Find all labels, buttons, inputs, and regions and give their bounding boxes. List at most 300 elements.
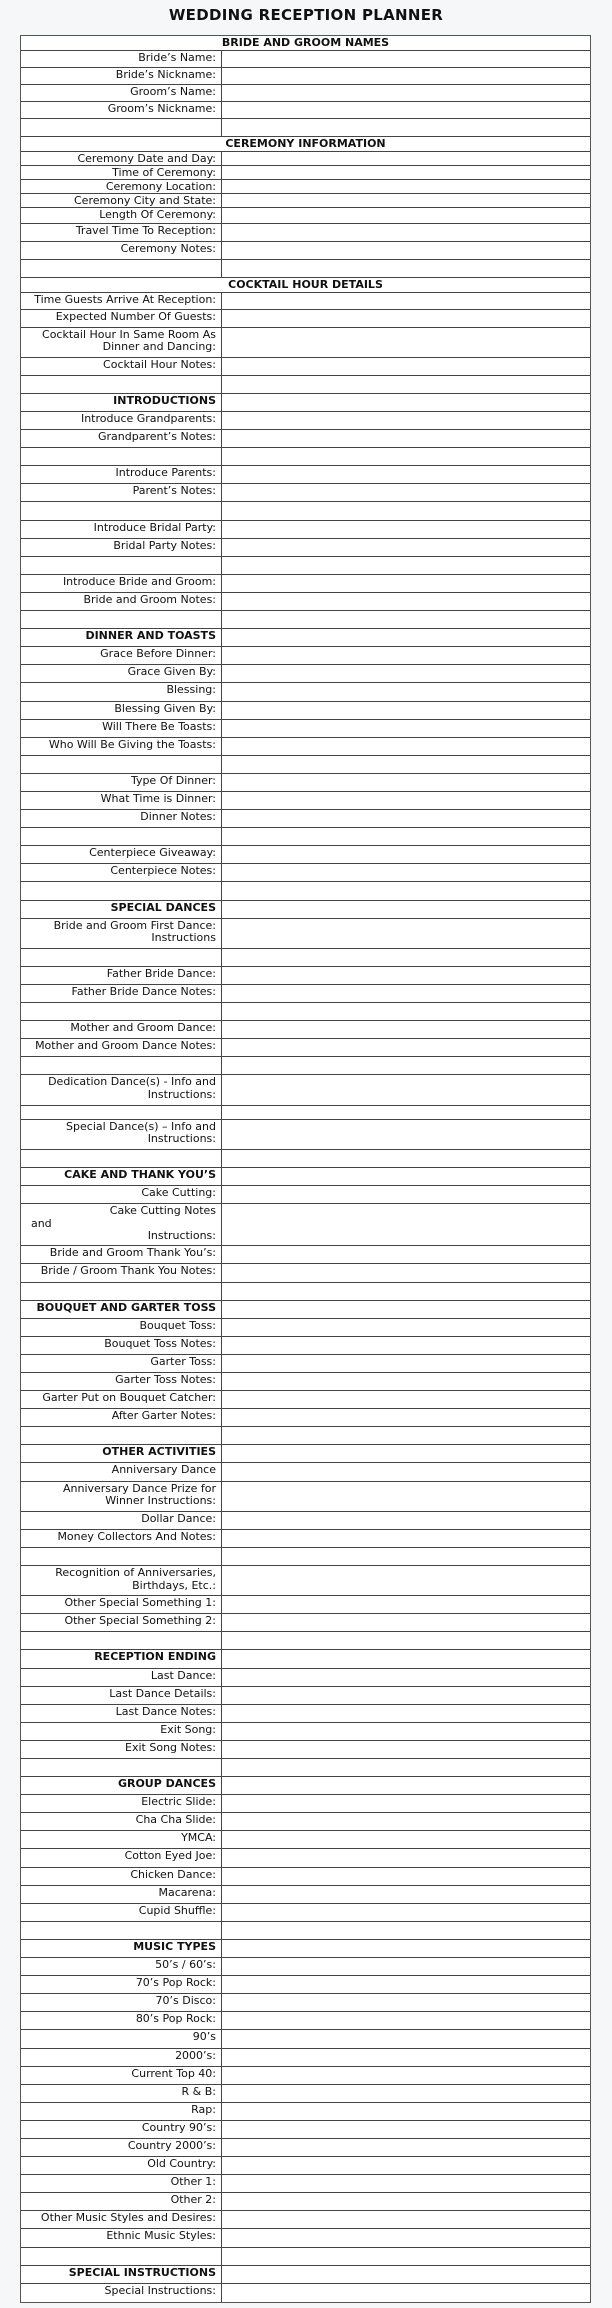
blank-row [21, 502, 590, 520]
empty-cell [222, 1168, 590, 1185]
form-row [21, 665, 590, 683]
empty-cell [222, 1057, 590, 1074]
empty-cell [222, 611, 590, 628]
section-title: GROUP DANCES [21, 1777, 222, 1794]
empty-cell [222, 1427, 590, 1444]
field-value-cell[interactable] [222, 1723, 590, 1740]
field-value-cell[interactable] [222, 1373, 590, 1390]
field-value-cell[interactable] [222, 1075, 590, 1104]
field-value-cell[interactable] [222, 1976, 590, 1993]
field-label: Introduce Grandparents: [21, 412, 222, 429]
form-row [21, 194, 590, 208]
field-label: Bride’s Nickname: [21, 68, 222, 84]
field-value-cell[interactable] [222, 2049, 590, 2066]
field-label [21, 1003, 222, 1020]
field-value-cell[interactable] [222, 2121, 590, 2138]
field-value-cell[interactable] [222, 2012, 590, 2029]
field-label: Special Dance(s) – Info and Instructions: [21, 1120, 222, 1149]
form-row [21, 985, 590, 1003]
blank-row [21, 949, 590, 967]
field-value-cell[interactable] [222, 484, 590, 501]
field-value-cell[interactable] [222, 208, 590, 223]
form-row [21, 2067, 590, 2085]
field-label: Centerpiece Giveaway: [21, 846, 222, 863]
form-row [21, 430, 590, 448]
field-label [21, 1106, 222, 1119]
blank-row [21, 1922, 590, 1940]
field-value-cell[interactable] [222, 1705, 590, 1722]
field-value-cell[interactable] [222, 1994, 590, 2011]
field-value-cell[interactable] [222, 1813, 590, 1830]
field-label: Mother and Groom Dance: [21, 1021, 222, 1038]
form-row [21, 1355, 590, 1373]
form-row [21, 1723, 590, 1741]
field-value-cell[interactable] [222, 774, 590, 791]
field-value-cell[interactable] [222, 310, 590, 326]
field-value-cell[interactable] [222, 2229, 590, 2246]
field-value-cell[interactable] [222, 2175, 590, 2192]
field-label [21, 1427, 222, 1444]
blank-row [21, 1759, 590, 1777]
field-label: Dedication Dance(s) - Info and Instructions: [21, 1075, 222, 1104]
field-value-cell[interactable] [222, 683, 590, 700]
form-row [21, 647, 590, 665]
field-value-cell[interactable] [222, 1264, 590, 1281]
field-value-cell[interactable] [222, 1904, 590, 1921]
field-value-cell[interactable] [222, 665, 590, 682]
form-row [21, 1120, 590, 1150]
blank-row [21, 1106, 590, 1120]
field-value-cell[interactable] [222, 2030, 590, 2047]
form-row [21, 521, 590, 539]
form-row [21, 1994, 590, 2012]
section-header-row [21, 629, 590, 647]
field-label: Anniversary Dance Prize for Winner Instructions: [21, 1482, 222, 1511]
field-value-cell[interactable] [222, 1391, 590, 1408]
field-value-cell[interactable] [222, 152, 590, 165]
blank-row [21, 756, 590, 774]
section-header-row [21, 1301, 590, 1319]
field-value-cell[interactable] [222, 1530, 590, 1547]
field-value-cell[interactable] [222, 1039, 590, 1056]
blank-row [21, 557, 590, 575]
field-value-cell[interactable] [222, 1958, 590, 1975]
field-value-cell[interactable] [222, 575, 590, 592]
field-label [21, 611, 222, 628]
field-value-cell[interactable] [222, 2085, 590, 2102]
field-value-cell[interactable] [222, 1566, 590, 1595]
blank-row [21, 882, 590, 900]
section-header-row [21, 901, 590, 919]
field-value-cell[interactable] [222, 1512, 590, 1529]
blank-row [21, 1632, 590, 1650]
field-label: Blessing: [21, 683, 222, 700]
form-row [21, 68, 590, 85]
field-label: Dinner Notes: [21, 810, 222, 827]
field-label: Cake Cutting: [21, 1186, 222, 1203]
section-header-row [21, 1940, 590, 1958]
empty-cell [222, 448, 590, 465]
field-label: Ceremony Notes: [21, 242, 222, 259]
field-value-cell[interactable] [222, 358, 590, 375]
empty-cell [222, 1759, 590, 1776]
field-value-cell[interactable] [222, 430, 590, 447]
field-value-cell[interactable] [222, 521, 590, 538]
form-row [21, 1530, 590, 1548]
field-value-cell[interactable] [222, 102, 590, 118]
field-value-cell[interactable] [222, 1831, 590, 1848]
planner-form [20, 35, 591, 2303]
blank-row [21, 1427, 590, 1445]
section-header-row [21, 1650, 590, 1668]
section-header-row [21, 2266, 590, 2284]
field-label: Cake Cutting Notes and Instructions: [21, 1204, 222, 1245]
field-value-cell[interactable] [222, 1409, 590, 1426]
field-label: Exit Song Notes: [21, 1741, 222, 1758]
field-label: Type Of Dinner: [21, 774, 222, 791]
form-row [21, 2121, 590, 2139]
form-row [21, 293, 590, 310]
section-title: DINNER AND TOASTS [21, 629, 222, 646]
form-row [21, 846, 590, 864]
field-value-cell[interactable] [222, 1186, 590, 1203]
empty-cell [222, 1940, 590, 1957]
empty-cell [222, 1922, 590, 1939]
blank-row [21, 828, 590, 846]
form-row [21, 2157, 590, 2175]
field-label: Grandparent’s Notes: [21, 430, 222, 447]
field-label: Introduce Parents: [21, 466, 222, 483]
field-label: After Garter Notes: [21, 1409, 222, 1426]
field-label: Grace Given By: [21, 665, 222, 682]
field-label: Other Music Styles and Desires: [21, 2211, 222, 2228]
field-label [21, 1759, 222, 1776]
field-value-cell[interactable] [222, 738, 590, 755]
field-label: Will There Be Toasts: [21, 720, 222, 737]
field-label: Introduce Bride and Groom: [21, 575, 222, 592]
field-value-cell[interactable] [222, 85, 590, 101]
blank-row [21, 2248, 590, 2266]
field-value-cell[interactable] [222, 1120, 590, 1149]
form-row [21, 310, 590, 327]
section-title: INTRODUCTIONS [21, 394, 222, 411]
field-value-cell[interactable] [222, 1204, 590, 1245]
field-label: Cotton Eyed Joe: [21, 1849, 222, 1866]
field-value-cell[interactable] [222, 1868, 590, 1885]
field-label: Other 2: [21, 2193, 222, 2210]
form-row [21, 51, 590, 68]
field-label: YMCA: [21, 1831, 222, 1848]
blank-row [21, 1150, 590, 1168]
form-row [21, 1391, 590, 1409]
field-value-cell[interactable] [222, 1614, 590, 1631]
field-value-cell[interactable] [222, 180, 590, 193]
field-value-cell[interactable] [222, 810, 590, 827]
empty-cell [222, 1650, 590, 1667]
field-label: Last Dance Notes: [21, 1705, 222, 1722]
form-row [21, 242, 590, 260]
field-value-cell[interactable] [222, 1319, 590, 1336]
empty-cell [222, 629, 590, 646]
form-row [21, 575, 590, 593]
field-label: Special Instructions: [21, 2284, 222, 2302]
field-label [21, 1548, 222, 1565]
blank-row [21, 260, 590, 278]
form-row [21, 1039, 590, 1057]
form-row [21, 358, 590, 376]
blank-row [21, 611, 590, 629]
form-row [21, 2030, 590, 2048]
form-row [21, 484, 590, 502]
field-value-cell[interactable] [222, 224, 590, 241]
form-row [21, 1687, 590, 1705]
field-label: Garter Toss Notes: [21, 1373, 222, 1390]
field-value-cell[interactable] [222, 1246, 590, 1263]
blank-row [21, 1548, 590, 1566]
form-row [21, 224, 590, 242]
field-value-cell[interactable] [222, 919, 590, 948]
field-value-cell[interactable] [222, 647, 590, 664]
empty-cell [222, 1301, 590, 1318]
empty-cell [222, 260, 590, 277]
field-label: Last Dance Details: [21, 1687, 222, 1704]
field-label: Time of Ceremony: [21, 166, 222, 179]
field-label: Ethnic Music Styles: [21, 2229, 222, 2246]
field-label: Father Bride Dance: [21, 967, 222, 984]
field-label [21, 376, 222, 393]
section-header: BRIDE AND GROOM NAMES [21, 36, 590, 51]
field-label: Length Of Ceremony: [21, 208, 222, 223]
field-label: Cha Cha Slide: [21, 1813, 222, 1830]
field-value-cell[interactable] [222, 2211, 590, 2228]
empty-cell [222, 882, 590, 899]
field-label: Last Dance: [21, 1669, 222, 1686]
field-value-cell[interactable] [222, 328, 590, 357]
field-value-cell[interactable] [222, 1463, 590, 1480]
empty-cell [222, 376, 590, 393]
form-row [21, 1409, 590, 1427]
form-row [21, 1246, 590, 1264]
field-label: Father Bride Dance Notes: [21, 985, 222, 1002]
field-label: 90’s [21, 2030, 222, 2047]
field-label [21, 1150, 222, 1167]
form-row [21, 1186, 590, 1204]
field-value-cell[interactable] [222, 1482, 590, 1511]
field-value-cell[interactable] [222, 864, 590, 881]
empty-cell [222, 901, 590, 918]
form-row [21, 2193, 590, 2211]
field-label: Bride and Groom Thank You’s: [21, 1246, 222, 1263]
field-value-cell[interactable] [222, 1355, 590, 1372]
field-label: Grace Before Dinner: [21, 647, 222, 664]
field-label: Other Special Something 2: [21, 1614, 222, 1631]
field-value-cell[interactable] [222, 792, 590, 809]
field-value-cell[interactable] [222, 166, 590, 179]
field-label: Bridal Party Notes: [21, 539, 222, 556]
field-label: Travel Time To Reception: [21, 224, 222, 241]
field-value-cell[interactable] [222, 1849, 590, 1866]
field-label [21, 1632, 222, 1649]
form-row [21, 328, 590, 358]
field-value-cell[interactable] [222, 466, 590, 483]
form-row [21, 2139, 590, 2157]
form-row [21, 1958, 590, 1976]
field-label: Bride and Groom Notes: [21, 593, 222, 610]
form-row [21, 2103, 590, 2121]
empty-cell [222, 394, 590, 411]
form-row [21, 1868, 590, 1886]
form-row [21, 738, 590, 756]
field-label [21, 1283, 222, 1300]
field-label: Groom’s Name: [21, 85, 222, 101]
field-value-cell[interactable] [222, 194, 590, 207]
field-value-cell[interactable] [222, 2139, 590, 2156]
form-row [21, 1614, 590, 1632]
blank-row [21, 1057, 590, 1075]
field-label: 70’s Disco: [21, 1994, 222, 2011]
field-label: Parent’s Notes: [21, 484, 222, 501]
section-title: OTHER ACTIVITIES [21, 1445, 222, 1462]
empty-cell [222, 2248, 590, 2265]
field-value-cell[interactable] [222, 539, 590, 556]
field-label: Other Special Something 1: [21, 1596, 222, 1613]
field-value-cell[interactable] [222, 242, 590, 259]
form-row [21, 539, 590, 557]
form-row [21, 166, 590, 180]
form-row [21, 593, 590, 611]
empty-cell [222, 557, 590, 574]
field-label: Time Guests Arrive At Reception: [21, 293, 222, 309]
section-header-row [21, 1777, 590, 1795]
field-value-cell[interactable] [222, 2067, 590, 2084]
field-value-cell[interactable] [222, 2193, 590, 2210]
field-label: Electric Slide: [21, 1795, 222, 1812]
field-label [21, 828, 222, 845]
form-row [21, 2229, 590, 2247]
field-label: Bride / Groom Thank You Notes: [21, 1264, 222, 1281]
form-row [21, 1813, 590, 1831]
field-label: Ceremony Location: [21, 180, 222, 193]
form-row [21, 1512, 590, 1530]
field-value-cell[interactable] [222, 412, 590, 429]
field-value-cell[interactable] [222, 2157, 590, 2174]
blank-row [21, 1283, 590, 1301]
section-header-row [21, 1445, 590, 1463]
section-header: COCKTAIL HOUR DETAILS [21, 278, 590, 293]
field-label: Money Collectors And Notes: [21, 1530, 222, 1547]
form-row [21, 208, 590, 224]
field-label: Ceremony Date and Day: [21, 152, 222, 165]
form-row [21, 720, 590, 738]
section-header-row [21, 394, 590, 412]
field-label: Groom’s Nickname: [21, 102, 222, 118]
form-row [21, 1021, 590, 1039]
field-value-cell[interactable] [222, 1741, 590, 1758]
empty-cell [222, 1632, 590, 1649]
empty-cell [222, 1445, 590, 1462]
field-value-cell[interactable] [222, 593, 590, 610]
blank-row [21, 448, 590, 466]
field-label: Rap: [21, 2103, 222, 2120]
form-row [21, 1741, 590, 1759]
field-label: Country 2000’s: [21, 2139, 222, 2156]
form-row [21, 1319, 590, 1337]
field-label [21, 448, 222, 465]
form-row [21, 1482, 590, 1512]
form-row [21, 85, 590, 102]
blank-row [21, 119, 590, 136]
field-value-cell[interactable] [222, 1687, 590, 1704]
field-value-cell[interactable] [222, 846, 590, 863]
field-value-cell[interactable] [222, 2103, 590, 2120]
form-row [21, 180, 590, 194]
blank-row [21, 376, 590, 394]
field-value-cell[interactable] [222, 1596, 590, 1613]
field-value-cell[interactable] [222, 1337, 590, 1354]
field-label: Mother and Groom Dance Notes: [21, 1039, 222, 1056]
form-row [21, 702, 590, 720]
field-label [21, 2248, 222, 2265]
field-value-cell[interactable] [222, 1795, 590, 1812]
field-label: Current Top 40: [21, 2067, 222, 2084]
field-label [21, 557, 222, 574]
empty-cell [222, 1150, 590, 1167]
field-label: R & B: [21, 2085, 222, 2102]
form-row [21, 1669, 590, 1687]
field-value-cell[interactable] [222, 720, 590, 737]
form-row [21, 967, 590, 985]
field-value-cell[interactable] [222, 967, 590, 984]
field-value-cell[interactable] [222, 702, 590, 719]
field-value-cell[interactable] [222, 1669, 590, 1686]
blank-row [21, 1003, 590, 1021]
field-value-cell[interactable] [222, 68, 590, 84]
empty-cell [222, 828, 590, 845]
field-label: Macarena: [21, 1886, 222, 1903]
field-label: Bride and Groom First Dance: Instructions [21, 919, 222, 948]
form-row [21, 2175, 590, 2193]
section-header: CEREMONY INFORMATION [21, 137, 590, 152]
empty-cell [222, 756, 590, 773]
empty-cell [222, 1106, 590, 1119]
field-value-cell[interactable] [222, 2284, 590, 2302]
field-value-cell[interactable] [222, 985, 590, 1002]
field-label: Centerpiece Notes: [21, 864, 222, 881]
field-label: Introduce Bridal Party: [21, 521, 222, 538]
field-label: 70’s Pop Rock: [21, 1976, 222, 1993]
form-row [21, 774, 590, 792]
field-label: Country 90’s: [21, 2121, 222, 2138]
field-label: 2000’s: [21, 2049, 222, 2066]
form-row [21, 2012, 590, 2030]
field-value-cell[interactable] [222, 1021, 590, 1038]
field-label: Cocktail Hour Notes: [21, 358, 222, 375]
field-label [21, 502, 222, 519]
field-label: 80’s Pop Rock: [21, 2012, 222, 2029]
field-label: 50’s / 60’s: [21, 1958, 222, 1975]
field-value-cell[interactable] [222, 1886, 590, 1903]
form-row [21, 2085, 590, 2103]
field-label: Bouquet Toss: [21, 1319, 222, 1336]
field-label [21, 882, 222, 899]
form-row [21, 810, 590, 828]
field-value-cell[interactable] [222, 293, 590, 309]
section-header-row [21, 1168, 590, 1186]
field-label [21, 756, 222, 773]
field-value-cell[interactable] [222, 51, 590, 67]
form-row [21, 2211, 590, 2229]
form-row [21, 1886, 590, 1904]
